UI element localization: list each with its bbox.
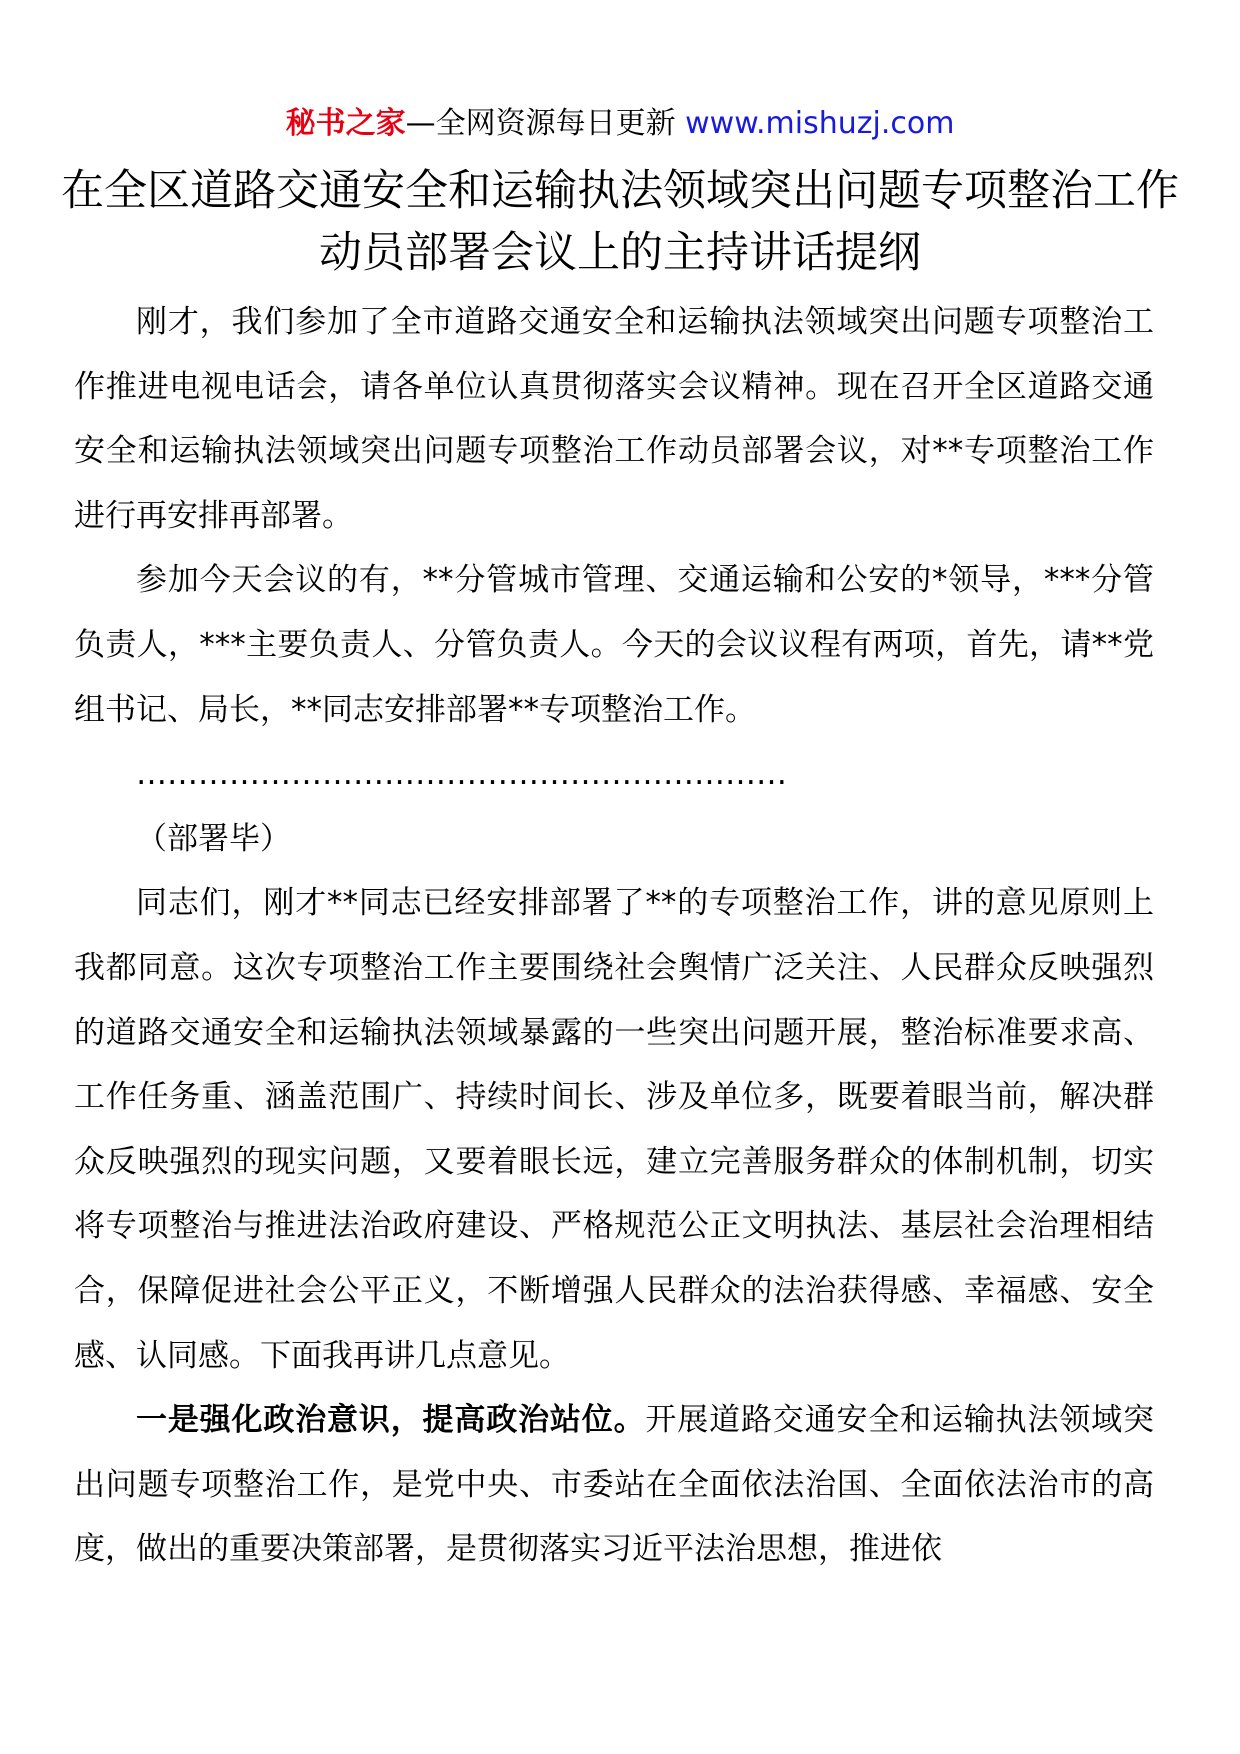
paragraph-opening: 刚才，我们参加了全市道路交通安全和运输执法领域突出问题专项整治工作推进电视电话会，请各单位认真贯彻落实会议精神。现在召开全区道路交通安全和运输执法领域突出问题专项整治工作动员部署会议，对**专项整治工作进行再安排再部署。 [74,304,1154,534]
ellipsis-line: ……………………………………………………… [136,756,787,793]
header-tagline: —全网资源每日更新 [405,106,676,141]
paragraph-deployment-done: （部署毕） [136,820,291,857]
paragraph-attendees: 参加今天会议的有，**分管城市管理、交通运输和公安的*领导，***分管负责人，***主要负责人、分管负责人。今天的会议议程有两项，首先，请**党组书记、局长，**同志安排部署**专项整治工作。 [74,562,1154,728]
site-url-link[interactable]: www.mishuzj.com [685,106,955,141]
brand-name: 秘书之家 [285,106,406,141]
site-header [0,100,1240,148]
paragraph-remarks: 同志们，刚才**同志已经安排部署了**的专项整治工作，讲的意见原则上我都同意。这次专项整治工作主要围绕社会舆情广泛关注、人民群众反映强烈的道路交通安全和运输执法领域暴露的一些突出问题开展，整治标准要求高、工作任务重、涵盖范围广、持续时间长、涉及单位多，既要着眼当前，解决群众反映强烈的现实问题，又要着眼长远，建立完善服务群众的体制机制，切实将专项整治与推进法治政府建设、严格规范公正文明执法、基层社会治理相结合，保障促进社会公平正义，不断增强人民群众的法治获得感、幸福感、安全感、认同感。下面我再讲几点意见。 [74,885,1154,1374]
point-one-text: 开展道路交通安全和运输执法领域突出问题专项整治工作，是党中央、市委站在全面依法治国、全面依法治市的高度，做出的重要决策部署，是贯彻落实习近平法治思想，推进依 [74,1402,1155,1568]
paragraph-point-one [74,1388,1154,1582]
document-body [74,290,1154,1582]
point-one-heading: 一是强化政治意识，提高政治站位。 [136,1402,646,1439]
document-title: 在全区道路交通安全和运输执法领域突出问题专项整治工作动员部署会议上的主持讲话提纲 [61,166,1179,278]
